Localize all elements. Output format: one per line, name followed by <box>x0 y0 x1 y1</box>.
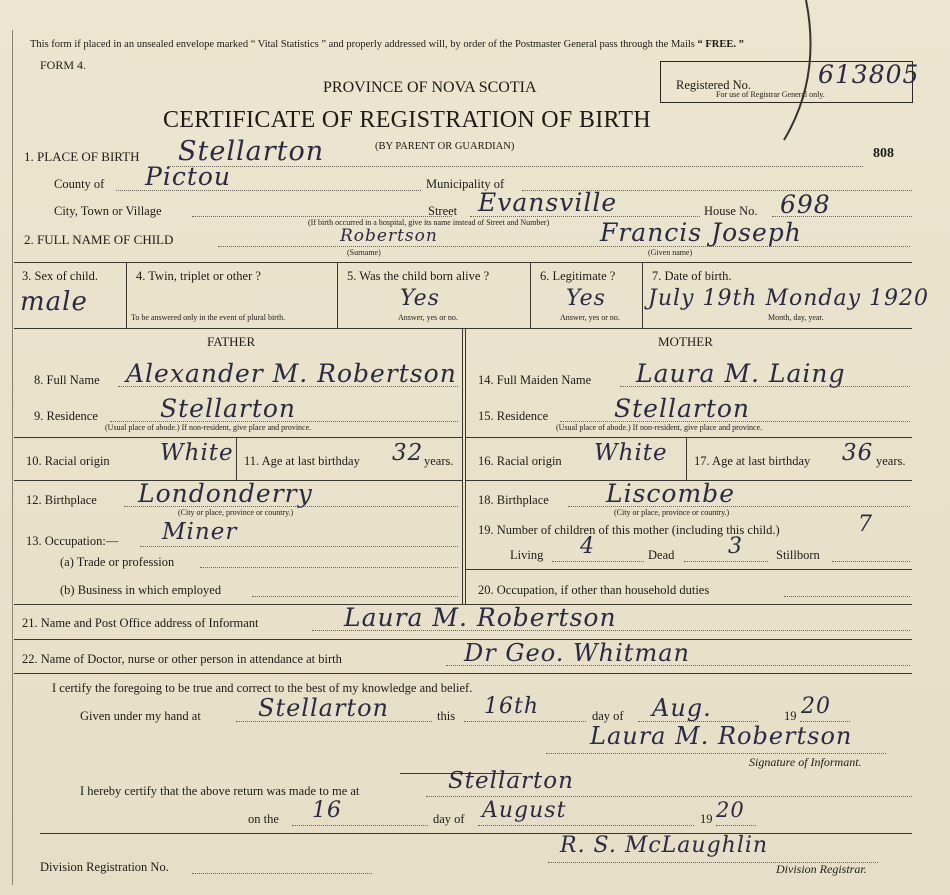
mother-age-label: 17. Age at last birthday <box>694 454 811 468</box>
mother-row19-rule <box>466 569 912 570</box>
province-heading: PROVINCE OF NOVA SCOTIA <box>323 79 537 96</box>
registrar-year-prefix: 19 <box>700 812 713 826</box>
mother-racial-label: 16. Racial origin <box>478 454 562 468</box>
father-residence-value: Stellarton <box>160 394 297 423</box>
mother-dead-value: 3 <box>728 534 743 559</box>
place-of-birth-line <box>168 166 863 167</box>
left-margin-rule <box>12 30 13 885</box>
father-age-divider <box>236 437 237 480</box>
row22-top-rule <box>14 639 912 640</box>
street-label: Street <box>428 204 458 218</box>
registrar-place-line <box>426 796 912 797</box>
father-age-value: 32 <box>392 440 424 466</box>
father-birthplace-value: Londonderry <box>138 479 313 508</box>
mother-heading: MOTHER <box>658 334 713 349</box>
given-under-label: Given under my hand at <box>80 709 201 723</box>
father-trade-label: (a) Trade or profession <box>60 555 175 569</box>
mother-residence-note: (Usual place of abode.) If non-resident, give place and province. <box>556 423 763 432</box>
mother-stillborn-line <box>832 561 910 562</box>
mother-living-label: Living <box>510 548 544 562</box>
row3-bottom-rule <box>14 328 912 329</box>
father-heading: FATHER <box>207 334 256 349</box>
informant-line <box>312 630 910 631</box>
father-name-line <box>118 386 458 387</box>
division-registration-label: Division Registration No. <box>40 860 169 874</box>
born-alive-value: Yes <box>400 286 440 311</box>
mother-stillborn-label: Stillborn <box>776 548 820 562</box>
legitimate-note: Answer, yes or no. <box>560 313 620 322</box>
father-business-line <box>252 596 458 597</box>
father-racial-value: White <box>160 440 234 466</box>
city-label: City, Town or Village <box>54 204 162 218</box>
mother-dead-line <box>684 561 768 562</box>
legitimate-value: Yes <box>566 286 606 311</box>
father-row9-rule <box>14 437 462 438</box>
father-birthplace-label: 12. Birthplace <box>26 493 97 507</box>
registrar-year-value: 20 <box>716 798 745 822</box>
postal-notice: This form if placed in an unsealed envelope marked “ Vital Statistics ” and properly addressed will, by order of the Postmaster General pass through the Mails “ FREE. ” <box>30 39 744 50</box>
mother-residence-line <box>560 421 910 422</box>
mother-birthplace-value: Liscombe <box>606 479 735 508</box>
child-surname-note: (Surname) <box>347 248 381 257</box>
division-registration-line <box>192 873 372 874</box>
registrar-signature: R. S. McLaughlin <box>560 833 769 858</box>
father-occupation-line <box>140 546 458 547</box>
place-of-birth-value: Stellarton <box>178 136 325 167</box>
child-surname-value: Robertson <box>340 226 438 246</box>
sex-label: 3. Sex of child. <box>22 269 99 283</box>
registrar-month-value: August <box>482 798 567 823</box>
street-value: Evansville <box>478 188 618 217</box>
mother-name-label: 14. Full Maiden Name <box>478 373 592 387</box>
informant-signature-label: Signature of Informant. <box>749 755 862 769</box>
mother-racial-value: White <box>594 440 668 466</box>
street-note: (If birth occurred in a hospital, give its name instead of Street and Number) <box>308 218 550 227</box>
form-number: FORM 4. <box>40 58 87 72</box>
city-line <box>192 216 452 217</box>
row22-bottom-rule <box>14 673 912 674</box>
row3-top-rule <box>14 262 912 263</box>
row3-divider-3 <box>530 262 531 328</box>
father-business-label: (b) Business in which employed <box>60 583 222 597</box>
sex-value: male <box>20 287 88 317</box>
father-residence-note: (Usual place of abode.) If non-resident, give place and province. <box>105 423 312 432</box>
mother-age-suffix: years. <box>876 454 906 468</box>
informant-label: 21. Name and Post Office address of Informant <box>22 616 259 630</box>
child-given-name-note: (Given name) <box>648 248 693 257</box>
registrar-day-of-label: day of <box>433 812 465 826</box>
mother-age-value: 36 <box>842 440 874 466</box>
certify-day-value: 16th <box>484 694 540 719</box>
mother-living-line <box>552 561 644 562</box>
mother-name-value: Laura M. Laing <box>636 359 846 388</box>
house-line <box>772 216 912 217</box>
father-occupation-label: 13. Occupation:— <box>26 534 119 548</box>
date-of-birth-value: July 19th Monday 1920 <box>648 286 929 311</box>
mother-birthplace-note: (City or place, province or country.) <box>614 508 730 517</box>
father-racial-label: 10. Racial origin <box>26 454 110 468</box>
father-name-label: 8. Full Name <box>34 373 100 387</box>
mother-occupation-line <box>784 596 910 597</box>
registrar-place-value: Stellarton <box>448 768 574 794</box>
corner-stamp-number: 808 <box>873 146 894 161</box>
father-name-value: Alexander M. Robertson <box>126 359 457 388</box>
registrar-on-label: on the <box>248 812 279 826</box>
house-value: 698 <box>780 190 831 219</box>
certify-year-value: 20 <box>801 694 831 719</box>
registrar-statement: I hereby certify that the above return was made to me at <box>80 784 360 798</box>
father-birthplace-note: (City or place, province or country.) <box>178 508 294 517</box>
mother-children-value: 7 <box>858 512 873 537</box>
registrar-lower-rule <box>40 833 912 834</box>
father-trade-line <box>200 567 458 568</box>
certificate-title: CERTIFICATE OF REGISTRATION OF BIRTH <box>163 107 651 133</box>
registrar-day-line <box>292 825 428 826</box>
twin-label: 4. Twin, triplet or other ? <box>136 269 261 283</box>
house-label: House No. <box>704 204 758 218</box>
father-residence-label: 9. Residence <box>34 409 98 423</box>
father-mother-divider-2 <box>465 328 466 604</box>
county-label: County of <box>54 177 105 191</box>
father-birthplace-line <box>124 506 458 507</box>
county-value: Pictou <box>145 162 232 191</box>
mother-occupation-label: 20. Occupation, if other than household duties <box>478 583 710 597</box>
row3-divider-4 <box>642 262 643 328</box>
father-residence-line <box>110 421 458 422</box>
certify-year-prefix: 19 <box>784 709 797 723</box>
child-given-name-value: Francis Joseph <box>600 218 802 247</box>
father-age-label: 11. Age at last birthday <box>244 454 360 468</box>
doctor-value: Dr Geo. Whitman <box>464 639 690 667</box>
date-of-birth-label: 7. Date of birth. <box>652 269 732 283</box>
division-registrar-label: Division Registrar. <box>776 862 867 876</box>
certify-month-value: Aug. <box>652 694 712 722</box>
father-mother-divider <box>462 328 463 604</box>
registrar-year-line <box>716 825 756 826</box>
registrar-month-line <box>478 825 694 826</box>
doctor-label: 22. Name of Doctor, nurse or other person in attendance at birth <box>22 652 342 666</box>
mother-residence-value: Stellarton <box>614 394 751 423</box>
informant-signature-line <box>546 753 886 754</box>
place-of-birth-label: 1. PLACE OF BIRTH <box>24 149 140 164</box>
registered-number-label: Registered No. <box>676 78 751 92</box>
street-line <box>470 216 700 217</box>
mother-birthplace-label: 18. Birthplace <box>478 493 549 507</box>
mother-residence-label: 15. Residence <box>478 409 549 423</box>
mother-row15-rule <box>466 437 912 438</box>
certify-day-line <box>464 721 586 722</box>
certify-day-of-label: day of <box>592 709 624 723</box>
date-of-birth-note: Month, day, year. <box>768 313 824 322</box>
registrar-day-value: 16 <box>312 798 342 823</box>
mother-age-divider <box>686 437 687 480</box>
certify-place-line <box>236 721 432 722</box>
father-age-suffix: years. <box>424 454 454 468</box>
twin-note: To be answered only in the event of plural birth. <box>131 313 286 322</box>
row3-divider-1 <box>126 262 127 328</box>
informant-value: Laura M. Robertson <box>344 603 617 632</box>
registrar-general-note: For use of Registrar General only. <box>716 90 825 99</box>
mother-dead-label: Dead <box>648 548 675 562</box>
child-name-label: 2. FULL NAME OF CHILD <box>24 232 174 247</box>
registered-number-value: 613805 <box>818 60 920 89</box>
mother-children-label: 19. Number of children of this mother (including this child.) <box>478 523 780 537</box>
certify-place-value: Stellarton <box>258 694 389 722</box>
mother-name-line <box>620 386 910 387</box>
informant-signature: Laura M. Robertson <box>590 722 853 750</box>
born-alive-note: Answer, yes or no. <box>398 313 458 322</box>
municipality-label: Municipality of <box>426 177 505 191</box>
certificate-subtitle: (BY PARENT OR GUARDIAN) <box>375 141 515 152</box>
doctor-line <box>446 665 910 666</box>
certify-this-label: this <box>437 709 456 723</box>
born-alive-label: 5. Was the child born alive ? <box>347 269 490 283</box>
mother-birthplace-line <box>568 506 910 507</box>
child-name-line <box>218 246 910 247</box>
father-occupation-value: Miner <box>162 519 238 545</box>
county-line <box>116 190 421 191</box>
legitimate-label: 6. Legitimate ? <box>540 269 616 283</box>
mother-living-value: 4 <box>580 534 595 559</box>
pencil-mark <box>770 0 830 150</box>
certify-statement: I certify the foregoing to be true and correct to the best of my knowledge and belief. <box>52 681 473 695</box>
row3-divider-2 <box>337 262 338 328</box>
